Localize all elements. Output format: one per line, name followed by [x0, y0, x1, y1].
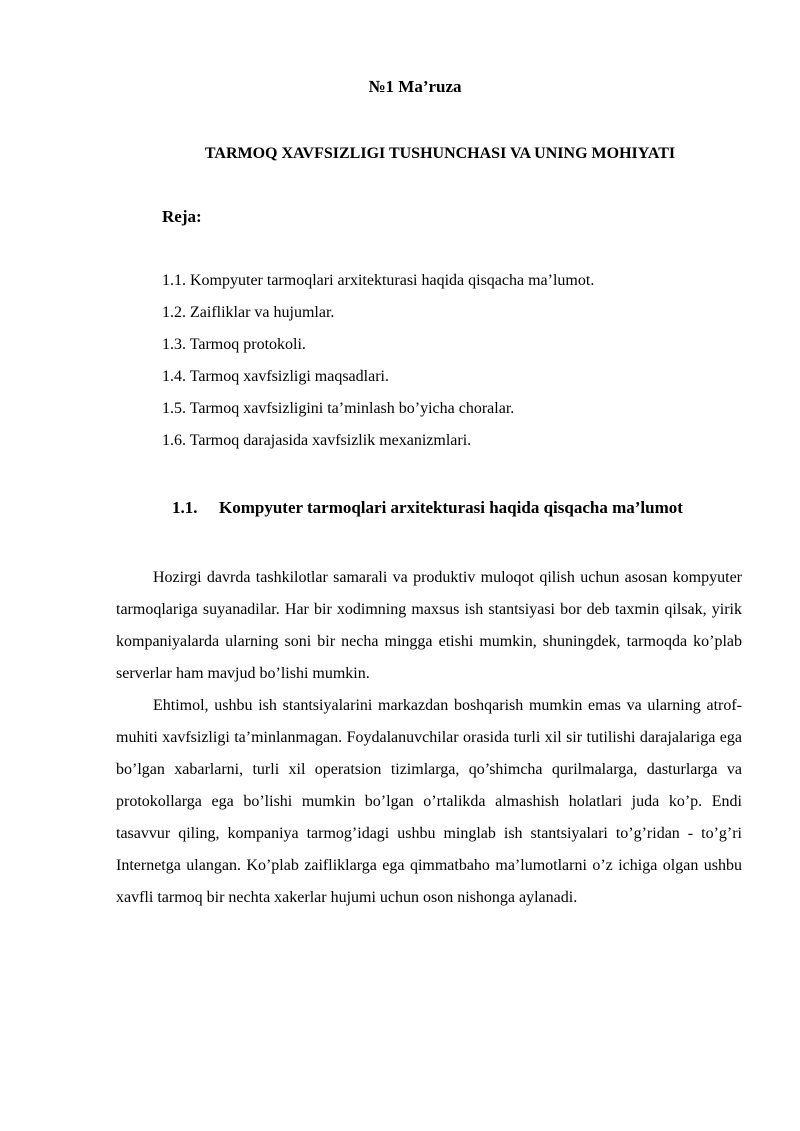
- section-body: [116, 562, 742, 914]
- section-heading: [172, 498, 683, 518]
- plan-list: [162, 270, 594, 462]
- section-number: 1.1.: [172, 498, 198, 517]
- body-paragraph: Ehtimol, ushbu ish stantsiyalarini markazdan boshqarish mumkin emas va ularning atrof-muhiti xavfsizligi ta’minlanmagan. Foydalanuvchilar orasida turli xil sir tutilishi darajalariga ega bo’lgan xabarlarni, turli xil operatsion tizimlarga, qo’shimcha qurilmalarga, dasturlarga va protokollarga ega bo’lishi mumkin bo’lgan o’rtalikda almashish holatlari juda ko’p. Endi tasavvur qiling, kompaniya tarmog’idagi ushbu minglab ish stantsiyalari to’g’ridan - to’g’ri Internetga ulangan. Ko’plab zaifliklarga ega qimmatbaho ma’lumotlarni o’z ichiga olgan ushbu xavfli tarmoq bir nechta xakerlar hujumi uchun oson nishonga aylanadi.: [116, 697, 742, 906]
- lecture-number: №1 Ma’ruza: [368, 77, 462, 96]
- body-paragraph: Hozirgi davrda tashkilotlar samarali va produktiv muloqot qilish uchun asosan kompyuter tarmoqlariga suyanadilar. Har bir xodimning maxsus ish stantsiyasi bor deb taxmin qilsak, yirik kompaniyalarda ularning soni bir necha mingga etishi mumkin, shuningdek, tarmoqda ko’plab serverlar ham mavjud bo’lishi mumkin.: [116, 569, 742, 682]
- plan-item: 1.5. Tarmoq xavfsizligini ta’minlash bo’yicha choralar.: [162, 400, 515, 417]
- section-title: Kompyuter tarmoqlari arxitekturasi haqida qisqacha ma’lumot: [219, 498, 683, 517]
- plan-item: 1.2. Zaifliklar va hujumlar.: [162, 304, 335, 321]
- plan-item: 1.6. Tarmoq darajasida xavfsizlik mexanizmlari.: [162, 432, 472, 449]
- plan-item: 1.4. Tarmoq xavfsizligi maqsadlari.: [162, 368, 389, 385]
- plan-item: 1.1. Kompyuter tarmoqlari arxitekturasi haqida qisqacha ma’lumot.: [162, 272, 595, 289]
- page-title: TARMOQ XAVFSIZLIGI TUSHUNCHASI VA UNING MOHIYATI: [204, 145, 676, 162]
- plan-item: 1.3. Tarmoq protokoli.: [162, 336, 306, 353]
- plan-heading: Reja:: [162, 207, 202, 226]
